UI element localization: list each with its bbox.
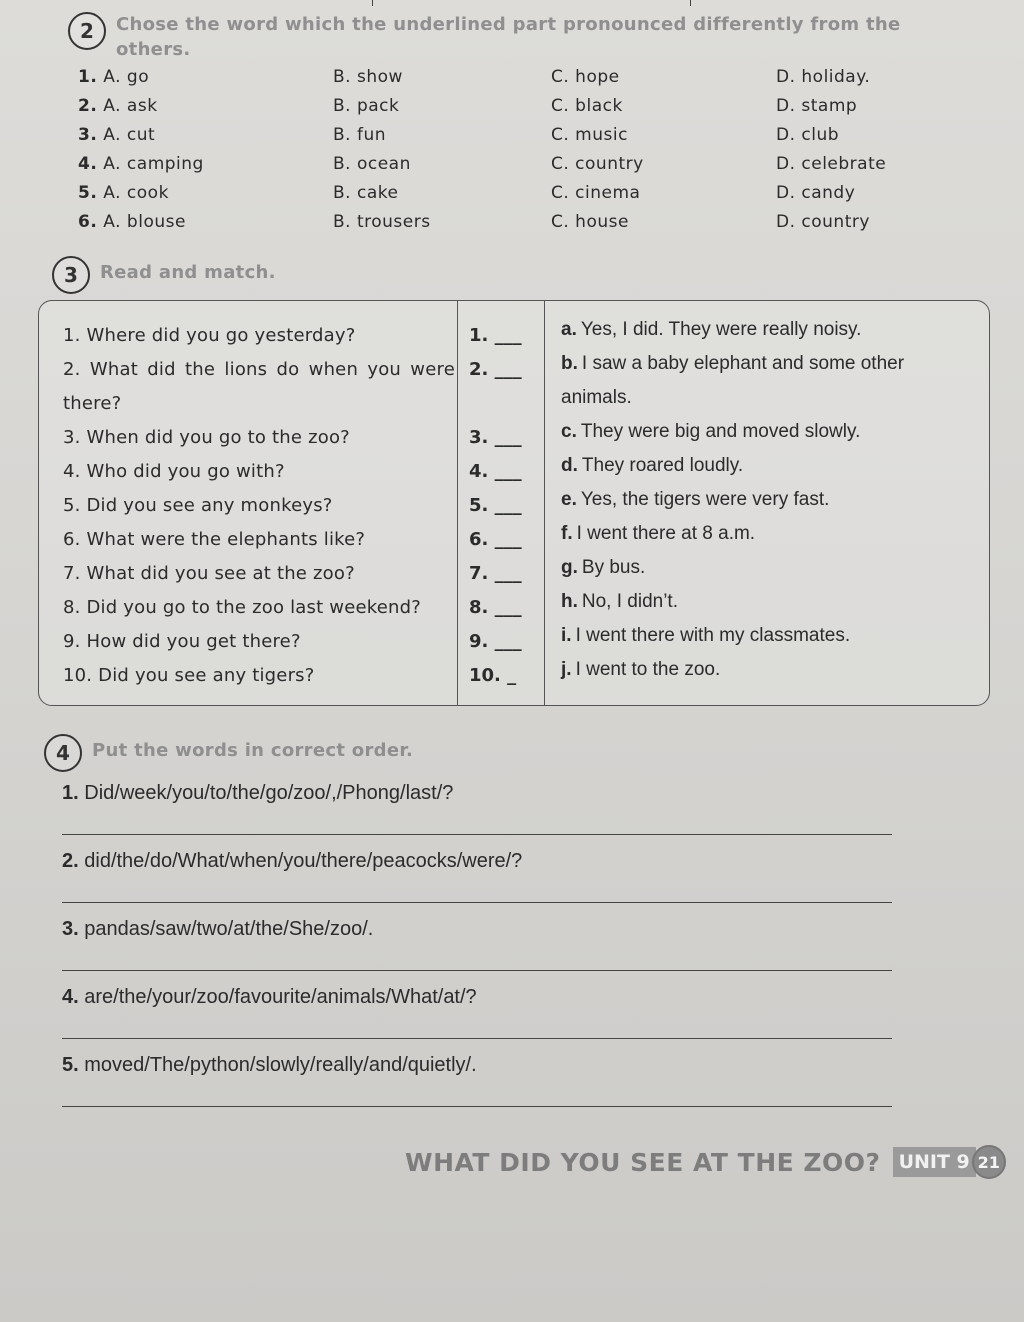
- section-number: 4: [44, 734, 82, 772]
- section-number: 2: [68, 12, 106, 50]
- section-4-header: [44, 734, 413, 772]
- option-a: A. camping: [103, 153, 204, 174]
- answer-blank[interactable]: 3. ___: [469, 427, 522, 448]
- option-d: D. club: [776, 124, 840, 145]
- blanks-column: [469, 319, 549, 693]
- pronunciation-grid: [78, 62, 938, 236]
- match-table: [38, 300, 990, 706]
- match-question: 5. Did you see any monkeys?: [63, 495, 333, 516]
- option-a: A. blouse: [103, 211, 186, 232]
- match-answer: c. They were big and moved slowly.: [561, 421, 861, 442]
- scrambled-words: are/the/your/zoo/favourite/animals/What/at/?: [84, 986, 477, 1008]
- match-answer: h. No, I didn’t.: [561, 591, 678, 612]
- option-a: A. cut: [103, 124, 156, 145]
- answer-blank[interactable]: 5. ___: [469, 495, 522, 516]
- match-answer: f. I went there at 8 a.m.: [561, 523, 756, 544]
- option-b: B. cake: [333, 182, 399, 203]
- answers-column: [561, 313, 971, 687]
- word-order-item: [56, 850, 906, 918]
- match-question: 6. What were the elephants like?: [63, 529, 366, 550]
- option-d: D. holiday.: [776, 66, 871, 87]
- option-d: D. stamp: [776, 95, 858, 116]
- scrambled-words: moved/The/python/slowly/really/and/quietly/.: [84, 1054, 477, 1076]
- match-answer: g. By bus.: [561, 557, 646, 578]
- section-title: Put the words in correct order.: [92, 740, 414, 761]
- answer-line[interactable]: [62, 834, 892, 835]
- option-a: A. go: [103, 66, 150, 87]
- question-row: [78, 178, 938, 207]
- question-row: [78, 62, 938, 91]
- question-number: 1.: [78, 66, 98, 87]
- word-order-item: [56, 918, 906, 986]
- question-row: [78, 149, 938, 178]
- option-c: C. black: [551, 95, 623, 116]
- answer-blank[interactable]: 1. ___: [469, 325, 522, 346]
- top-edge-mark: [372, 0, 373, 6]
- scrambled-words: did/the/do/What/when/you/there/peacocks/were/?: [84, 850, 523, 872]
- question-row: [78, 207, 938, 236]
- option-c: C. hope: [551, 66, 620, 87]
- option-c: C. cinema: [551, 182, 641, 203]
- item-number: 3.: [62, 918, 79, 940]
- section-2-header: [68, 12, 948, 62]
- top-edge-mark: [690, 0, 691, 6]
- option-c: C. music: [551, 124, 628, 145]
- option-b: B. ocean: [333, 153, 411, 174]
- option-c: C. country: [551, 153, 644, 174]
- answer-line[interactable]: [62, 1106, 892, 1107]
- answer-line[interactable]: [62, 970, 892, 971]
- match-answer: d. They roared loudly.: [561, 455, 744, 476]
- option-b: B. fun: [333, 124, 387, 145]
- match-question: 2. What did the lions do when you were there?: [63, 359, 455, 414]
- answer-blank[interactable]: 2. ___: [469, 359, 522, 380]
- question-row: [78, 91, 938, 120]
- unit-title: WHAT DID YOU SEE AT THE ZOO?: [405, 1147, 881, 1177]
- option-d: D. country: [776, 211, 870, 232]
- section-number: 3: [52, 256, 90, 294]
- match-question: 8. Did you go to the zoo last weekend?: [63, 597, 422, 618]
- answer-blank[interactable]: 7. ___: [469, 563, 522, 584]
- section-3-header: [52, 256, 276, 294]
- answer-blank[interactable]: 8. ___: [469, 597, 522, 618]
- match-question: 10. Did you see any tigers?: [63, 665, 315, 686]
- scrambled-words: pandas/saw/two/at/the/She/zoo/.: [84, 918, 374, 940]
- section-title: Chose the word which the underlined part pronounced differently from the others.: [116, 14, 901, 60]
- option-b: B. pack: [333, 95, 400, 116]
- answer-line[interactable]: [62, 902, 892, 903]
- column-divider: [457, 301, 458, 705]
- unit-badge: UNIT 9: [893, 1147, 976, 1177]
- answer-blank[interactable]: 4. ___: [469, 461, 522, 482]
- question-number: 3.: [78, 124, 98, 145]
- match-answer: i. I went there with my classmates.: [561, 625, 851, 646]
- word-order-list: [56, 782, 906, 1122]
- option-b: B. show: [333, 66, 403, 87]
- option-b: B. trousers: [333, 211, 431, 232]
- word-order-item: [56, 986, 906, 1054]
- option-c: C. house: [551, 211, 629, 232]
- match-answer: e. Yes, the tigers were very fast.: [561, 489, 830, 510]
- answer-blank[interactable]: 10. _: [469, 665, 517, 686]
- question-number: 4.: [78, 153, 98, 174]
- word-order-item: [56, 782, 906, 850]
- item-number: 2.: [62, 850, 79, 872]
- option-a: A. cook: [103, 182, 169, 203]
- match-question: 1. Where did you go yesterday?: [63, 325, 356, 346]
- word-order-item: [56, 1054, 906, 1122]
- section-title: Read and match.: [100, 262, 276, 283]
- match-question: 4. Who did you go with?: [63, 461, 285, 482]
- page-footer: [405, 1145, 1006, 1179]
- option-d: D. candy: [776, 182, 856, 203]
- match-answer: a. Yes, I did. They were really noisy.: [561, 319, 862, 340]
- question-number: 6.: [78, 211, 98, 232]
- answer-line[interactable]: [62, 1038, 892, 1039]
- questions-column: [63, 319, 455, 693]
- option-a: A. ask: [103, 95, 158, 116]
- match-question: 7. What did you see at the zoo?: [63, 563, 355, 584]
- match-answer: b. I saw a baby elephant and some other animals.: [561, 353, 905, 408]
- match-question: 3. When did you go to the zoo?: [63, 427, 350, 448]
- item-number: 5.: [62, 1054, 79, 1076]
- question-number: 5.: [78, 182, 98, 203]
- question-row: [78, 120, 938, 149]
- match-answer: j. I went to the zoo.: [561, 659, 721, 680]
- item-number: 4.: [62, 986, 79, 1008]
- item-number: 1.: [62, 782, 79, 804]
- page-number: 21: [972, 1145, 1006, 1179]
- answer-blank[interactable]: 9. ___: [469, 631, 522, 652]
- answer-blank[interactable]: 6. ___: [469, 529, 522, 550]
- option-d: D. celebrate: [776, 153, 887, 174]
- scrambled-words: Did/week/you/to/the/go/zoo/,/Phong/last/?: [84, 782, 454, 804]
- question-number: 2.: [78, 95, 98, 116]
- match-question: 9. How did you get there?: [63, 631, 301, 652]
